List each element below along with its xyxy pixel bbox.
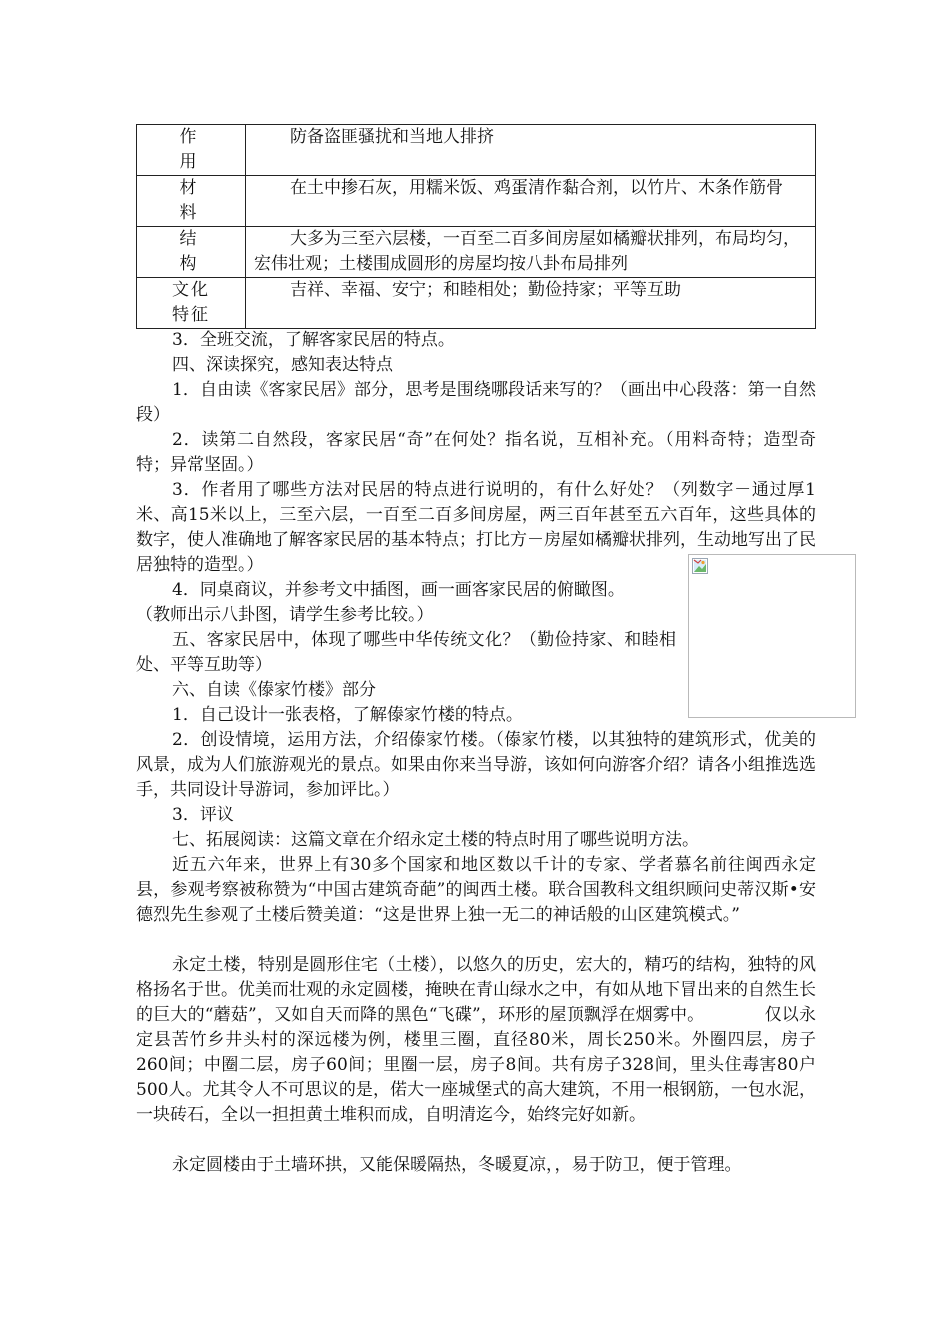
paragraph: 3．作者用了哪些方法对民居的特点进行说明的，有什么好处？（列数字－通过厚1米、高15米以上，三至六层，一百至二百多间房屋，两三百年甚至五六百年，这些具体的数字，使人准确地了解客家民居的基本特点；打比方－房屋如橘瓣状排列，生动地写出了民居独特的造型。）	[136, 480, 816, 575]
section-heading: 四、深读探究，感知表达特点	[172, 355, 393, 375]
paragraph: 1．自己设计一张表格，了解傣家竹楼的特点。	[172, 705, 523, 725]
paragraph: 永定土楼，特别是圆形住宅（土楼），以悠久的历史，宏大的，精巧的结构，独特的风格扬名于世。优美而壮观的永定圆楼，掩映在青山绿水之中，有如从地下冒出来的自然生长的巨大的“蘑菇”，又如自天而降的黑色“飞碟”，环形的屋顶飘浮在烟雾中。 仅以永定县苦竹乡井头村的深远楼为例，楼里三圈，直径80米，周长250米。外圈四层，房子260间；中圈二层，房子60间；里圈一层，房子8间。共有房子328间，里头住毒害80户500人。尤其令人不可思议的是，偌大一座城堡式的高大建筑，不用一根钢筋，一包水泥，一块砖石，全以一担担黄土堆积而成，自明清迄今，始终完好如新。	[136, 955, 816, 1125]
row-value: 大多为三至六层楼，一百至二百多间房屋如橘瓣状排列，布局均匀，宏伟壮观；土楼围成圆形的房屋均按八卦布局排列	[246, 227, 816, 278]
row-label	[137, 176, 246, 227]
row-value: 在土中掺石灰，用糯米饭、鸡蛋清作黏合剂，以竹片、木条作筋骨	[246, 176, 816, 227]
row-label-line: 特征	[172, 305, 210, 325]
features-table	[136, 124, 816, 329]
row-value: 吉祥、幸福、安宁；和睦相处；勤俭持家；平等互助	[246, 278, 816, 329]
table-row	[137, 125, 816, 176]
table-row	[137, 227, 816, 278]
row-label	[137, 125, 246, 176]
paragraph: 3．全班交流，了解客家民居的特点。	[172, 330, 455, 350]
row-label	[137, 227, 246, 278]
broken-image-icon	[692, 558, 708, 574]
paragraph: 3．评议	[172, 805, 234, 825]
row-label-line: 料	[179, 203, 203, 223]
image-placeholder	[688, 554, 856, 718]
row-label-line: 用	[179, 152, 203, 172]
row-label-line: 构	[179, 254, 203, 274]
paragraph: 1．自由读《客家民居》部分，思考是围绕哪段话来写的？（画出中心段落：第一自然段）	[136, 380, 816, 425]
section-heading: 七、拓展阅读：这篇文章在介绍永定土楼的特点时用了哪些说明方法。	[172, 830, 699, 850]
table-row	[137, 278, 816, 329]
row-label-line: 材	[179, 178, 203, 198]
row-value: 防备盗匪骚扰和当地人排挤	[246, 125, 816, 176]
paragraph: 4．同桌商议，并参考文中插图，画一画客家民居的俯瞰图。	[172, 580, 625, 600]
section-heading: 五、客家民居中，体现了哪些中华传统文化？（勤俭持家、和睦相处、平等互助等）	[136, 630, 676, 675]
paragraph: 永定圆楼由于土墙环拱，又能保暖隔热，冬暖夏凉，，易于防卫，便于管理。	[172, 1155, 742, 1175]
row-label-line: 文化	[172, 280, 210, 300]
paragraph: 2．读第二自然段，客家民居“奇”在何处？指名说，互相补充。（用料奇特；造型奇特；异常坚固。）	[136, 430, 816, 475]
table-row	[137, 176, 816, 227]
section-heading: 六、自读《傣家竹楼》部分	[172, 680, 376, 700]
row-label	[137, 278, 246, 329]
paragraph: 近五六年来，世界上有30多个国家和地区数以千计的专家、学者慕名前往闽西永定县，参观考察被称赞为“中国古建筑奇葩”的闽西土楼。联合国教科文组织顾问史蒂汉斯•安德烈先生参观了土楼后赞美道：“这是世界上独一无二的神话般的山区建筑模式。”	[136, 855, 816, 925]
paragraph: （教师出示八卦图，请学生参考比较。）	[136, 605, 434, 625]
row-label-line: 作	[179, 127, 203, 147]
paragraph: 2．创设情境，运用方法，介绍傣家竹楼。（傣家竹楼，以其独特的建筑形式，优美的风景，成为人们旅游观光的景点。如果由你来当导游，该如何向游客介绍？请各小组推选选手，共同设计导游词，参加评比。）	[136, 730, 816, 800]
row-label-line: 结	[179, 229, 203, 249]
